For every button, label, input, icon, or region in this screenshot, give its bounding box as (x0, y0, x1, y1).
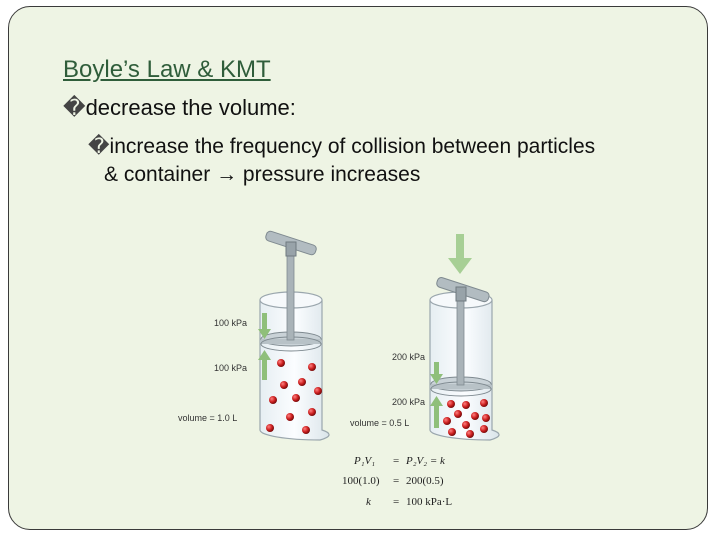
eq1-right: P₂V₂ = k (406, 455, 445, 467)
eq1-left: P₁V₁ (354, 455, 376, 467)
left-volume-label: volume = 1.0 L (178, 413, 238, 423)
left-cylinder (178, 230, 329, 440)
slide-title: Boyle’s Law & KMT (63, 56, 271, 83)
right-cylinder (350, 234, 499, 440)
arrow-right-icon: → (216, 163, 238, 186)
right-top-down-arrow-icon (448, 234, 472, 274)
bullet-level2 (88, 133, 595, 189)
right-volume-label: volume = 0.5 L (350, 418, 410, 428)
boyles-law-figure (170, 222, 530, 532)
eq2-equals: = (393, 475, 400, 487)
eq1-equals: = (393, 455, 400, 467)
bullet-level2-line2: & container (104, 163, 217, 186)
bullet-glyph: � (63, 95, 86, 120)
eq3-equals: = (393, 496, 400, 508)
right-pressure-gas-label: 200 kPa (392, 397, 426, 407)
right-pressure-top-label: 200 kPa (392, 352, 426, 362)
eq3-left: k (366, 496, 371, 508)
equations (342, 455, 452, 508)
left-pressure-top-label: 100 kPa (214, 318, 248, 328)
left-pressure-gas-label: 100 kPa (214, 363, 248, 373)
bullet-level1 (63, 95, 296, 121)
eq2-right: 200(0.5) (406, 475, 444, 487)
eq2-left: 100(1.0) (342, 475, 380, 487)
bullet-glyph-2: � (88, 135, 110, 158)
bullet-level2-line2-end: pressure increases (237, 163, 421, 186)
bullet-level1-text: decrease the volume: (85, 95, 296, 120)
eq3-right: 100 kPa·L (406, 496, 453, 508)
bullet-level2-line1: increase the frequency of collision between particles (109, 135, 596, 158)
